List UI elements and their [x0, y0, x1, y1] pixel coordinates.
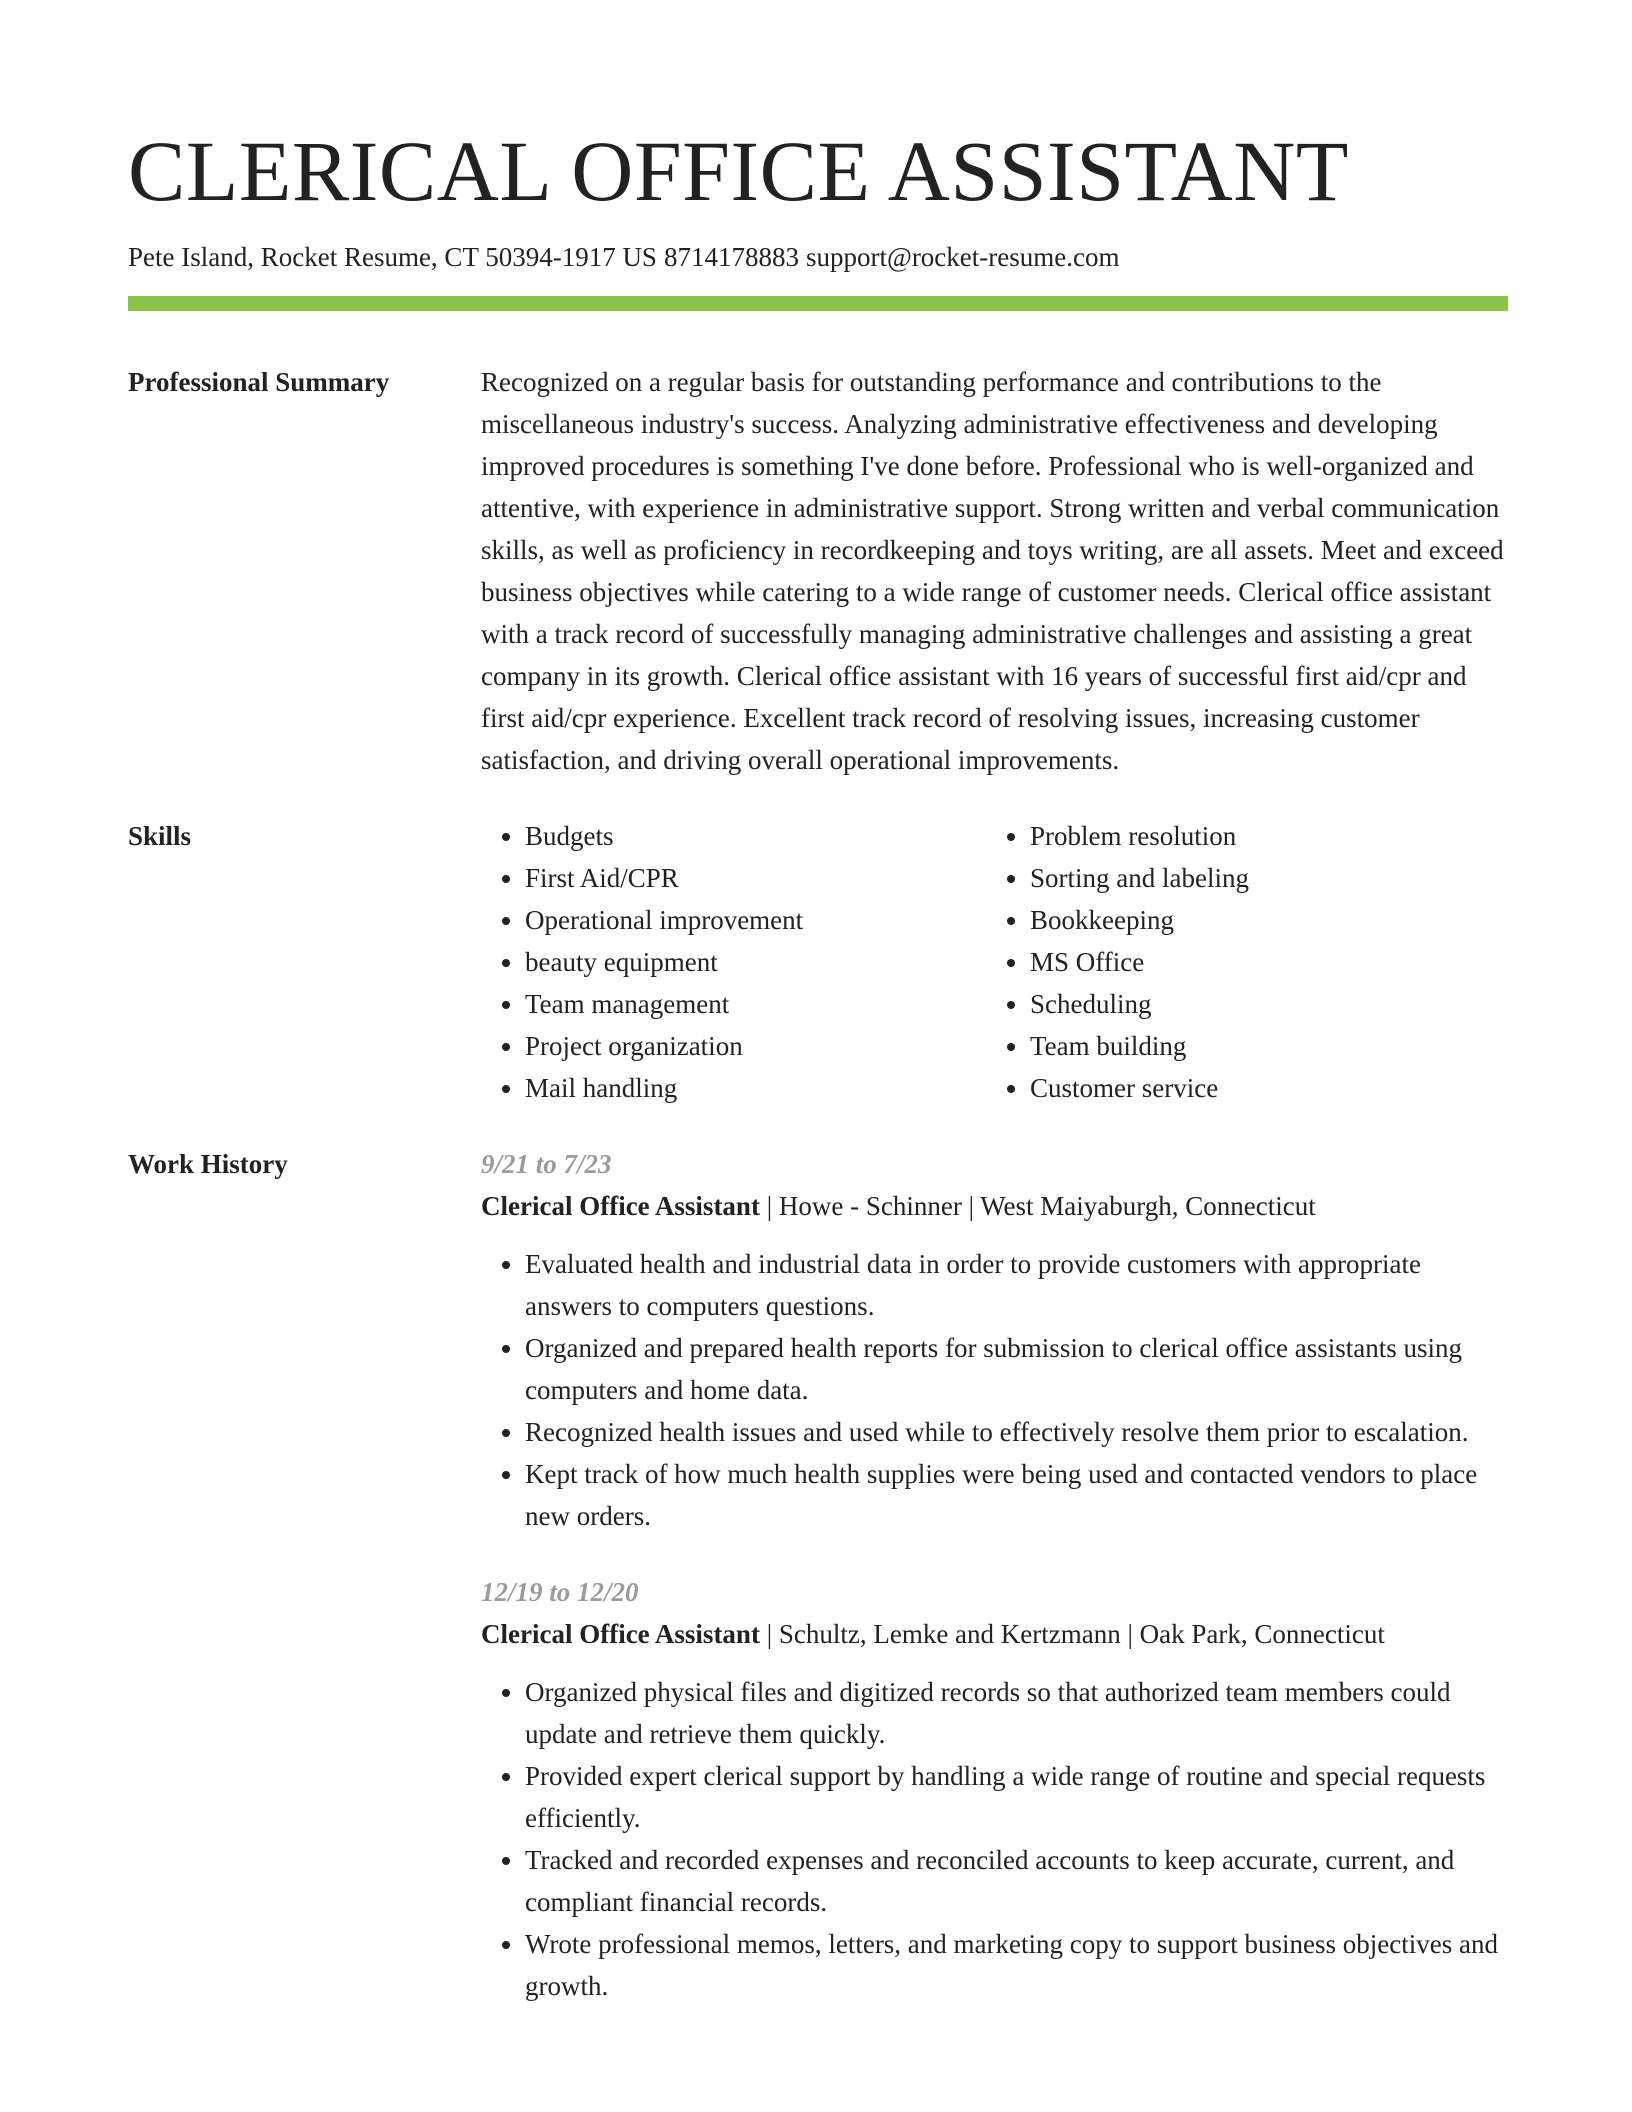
work-history-heading: Work History: [128, 1149, 288, 1179]
job-location: Oak Park, Connecticut: [1139, 1619, 1385, 1649]
job-dates: 9/21 to 7/23: [481, 1149, 612, 1179]
skill-item: • Team building: [1030, 1025, 1490, 1067]
resume-title: CLERICAL OFFICE ASSISTANT: [128, 123, 1349, 219]
skills-list: [481, 815, 1508, 1109]
job-duty-item: • Kept track of how much health supplies were being used and contacted vendors to place new orders.: [525, 1453, 1508, 1537]
skill-item: • First Aid/CPR: [525, 857, 986, 899]
skills-column-right: [986, 815, 1490, 1109]
job-company: Howe - Schinner: [778, 1191, 962, 1221]
job-duties: [481, 1243, 1508, 1537]
contact-address: Pete Island, Rocket Resume, CT 50394-1917 US: [128, 242, 657, 272]
contact-phone: 8714178883: [663, 242, 799, 272]
job-entry: [481, 1571, 1508, 2007]
skills-section: [128, 815, 1508, 1109]
skill-item: • Project organization: [525, 1025, 986, 1067]
job-title: Clerical Office Assistant: [481, 1619, 760, 1649]
job-entry: [481, 1143, 1508, 1537]
job-duty-item: • Recognized health issues and used while to effectively resolve them prior to escalation.: [525, 1411, 1508, 1453]
contact-email: support@rocket-resume.com: [805, 242, 1120, 272]
skill-item: • Team management: [525, 983, 986, 1025]
resume-page: [128, 0, 1508, 2007]
skills-column-left: [481, 815, 986, 1109]
job-separator: |: [1120, 1619, 1140, 1649]
skill-item: • Sorting and labeling: [1030, 857, 1490, 899]
skill-item: • Scheduling: [1030, 983, 1490, 1025]
summary-text: Recognized on a regular basis for outstanding performance and contributions to the miscellaneous industry's success. Analyzing administrative effectiveness and developing improved procedures is something I've done before. Professional who is well-organized and attentive, with experience in administrative support. Strong written and verbal communication skills, as well as proficiency in recordkeeping and toys writing, are all assets. Meet and exceed business objectives while catering to a wide range of customer needs. Clerical office assistant with a track record of successfully managing administrative challenges and assisting a great company in its growth. Clerical office assistant with 16 years of successful first aid/cpr and first aid/cpr experience. Excellent track record of resolving issues, increasing customer satisfaction, and driving overall operational improvements.: [481, 367, 1504, 775]
job-location: West Maiyaburgh, Connecticut: [980, 1191, 1316, 1221]
skill-item: • Customer service: [1030, 1067, 1490, 1109]
job-duty-item: • Organized and prepared health reports for submission to clerical office assistants using computers and home data.: [525, 1327, 1508, 1411]
skill-item: • beauty equipment: [525, 941, 986, 983]
contact-line: [128, 240, 1508, 274]
job-duty-item: • Provided expert clerical support by handling a wide range of routine and special requests efficiently.: [525, 1755, 1508, 1839]
job-separator: |: [759, 1619, 779, 1649]
summary-heading: Professional Summary: [128, 367, 390, 397]
job-company: Schultz, Lemke and Kertzmann: [778, 1619, 1121, 1649]
job-dates: 12/19 to 12/20: [481, 1577, 639, 1607]
summary-section: [128, 361, 1508, 781]
skill-item: • Problem resolution: [1030, 815, 1490, 857]
skill-item: • MS Office: [1030, 941, 1490, 983]
header-divider: [128, 296, 1508, 311]
job-duty-item: • Organized physical files and digitized records so that authorized team members could update and retrieve them quickly.: [525, 1671, 1508, 1755]
job-separator: |: [961, 1191, 981, 1221]
job-duty-item: • Wrote professional memos, letters, and marketing copy to support business objectives and growth.: [525, 1923, 1508, 2007]
job-title: Clerical Office Assistant: [481, 1191, 760, 1221]
job-header: [481, 1185, 1508, 1227]
skill-item: • Budgets: [525, 815, 986, 857]
job-duty-item: • Evaluated health and industrial data in order to provide customers with appropriate answers to computers questions.: [525, 1243, 1508, 1327]
work-history-section: [128, 1143, 1508, 2007]
job-duty-item: • Tracked and recorded expenses and reconciled accounts to keep accurate, current, and compliant financial records.: [525, 1839, 1508, 1923]
job-duties: [481, 1671, 1508, 2007]
skill-item: • Bookkeeping: [1030, 899, 1490, 941]
job-separator: |: [759, 1191, 779, 1221]
job-header: [481, 1613, 1508, 1655]
skill-item: • Operational improvement: [525, 899, 986, 941]
skill-item: • Mail handling: [525, 1067, 986, 1109]
work-history-list: [481, 1143, 1508, 2007]
skills-heading: Skills: [128, 821, 192, 851]
